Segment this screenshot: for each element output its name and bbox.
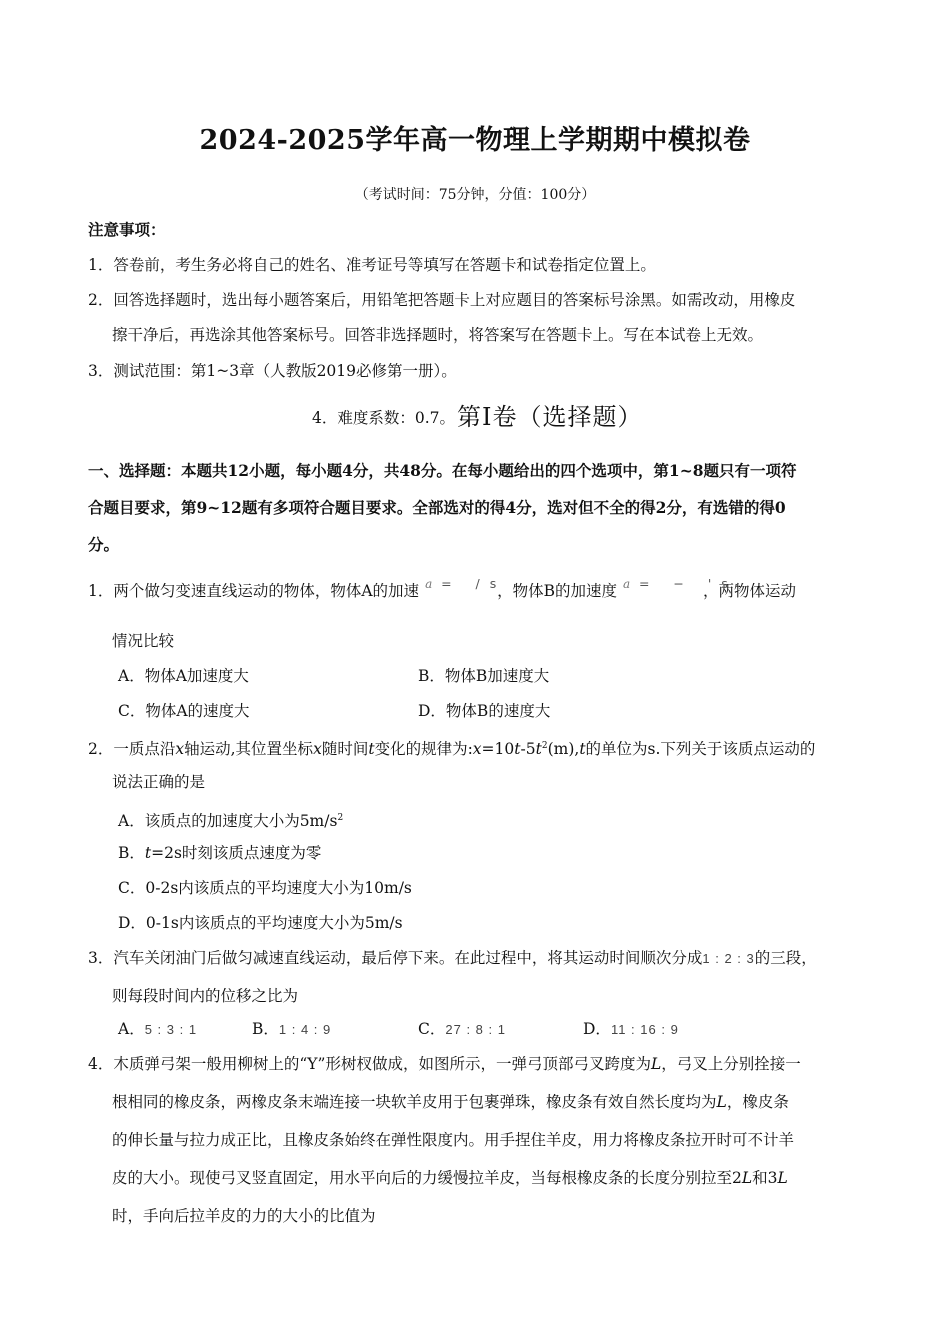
q3-stem-cont: 则每段时间内的位移之比为 bbox=[112, 987, 299, 1005]
q4-stem-line2: 根相同的橡皮条，两橡皮条末端连接一块软羊皮用于包裹弹珠，橡皮条有效自然长度均为L，橡皮条 bbox=[112, 1093, 789, 1111]
note-item-2: 2．回答选择题时，选出每小题答案后，用铅笔把答题卡上对应题目的答案标号涂黑。如需改动，用橡皮 bbox=[88, 291, 796, 309]
q3-option-c: C．27 : 8 : 1 bbox=[418, 1020, 506, 1038]
q2-stem-cont: 说法正确的是 bbox=[112, 773, 206, 791]
q3-ratio: 1 : 2 : 3 bbox=[702, 951, 755, 966]
q2-option-a: A．该质点的加速度大小为$5m/s^2$ bbox=[118, 812, 344, 831]
q4-stem-line3: 的伸长量与拉力成正比，且橡皮条始终在弹性限度内。用手捏住羊皮，用力将橡皮条拉开时可不计羊 bbox=[112, 1131, 795, 1149]
q2-stem: 2．一质点沿x轴运动,其位置坐标x随时间t变化的规律为$:x=10t-5t^2(m),t$的单位为s.下列关于该质点运动的 bbox=[88, 740, 816, 759]
exam-info: （考试时间：75分钟，分值：100分） bbox=[354, 187, 596, 203]
note-item-4: 4．难度系数：0.7。 bbox=[312, 409, 456, 427]
note-item-2-cont: 擦干净后，再选涂其他答案标号。回答非选择题时，将答案写在答题卡上。写在本试卷上无效。 bbox=[112, 326, 764, 344]
q4-stem-line4: 皮的大小。现使弓叉竖直固定，用水平向后的力缓慢拉羊皮，当每根橡皮条的长度分别拉至2L和3L bbox=[112, 1169, 788, 1187]
section-instructions-2: 合题目要求，第9~12题有多项符合题目要求。全部选对的得4分，选对但不全的得2分，有选错的得0 bbox=[88, 498, 786, 517]
q2-option-b: B．t=2s时刻该质点速度为零 bbox=[118, 844, 322, 862]
q3-option-d: D．11 : 16 : 9 bbox=[583, 1020, 679, 1038]
note-item-3: 3．测试范围：第1~3章（人教版2019必修第一册）。 bbox=[88, 362, 457, 380]
q1-option-a: A．物体A加速度大 bbox=[118, 667, 249, 685]
q1-formula-a: a = /s bbox=[425, 576, 507, 591]
page-title: 2024-2025学年高一物理上学期期中模拟卷 bbox=[199, 125, 751, 156]
section-title: 第Ⅰ卷（选择题） bbox=[457, 403, 643, 431]
q2-option-d: D．0-1s内该质点的平均速度大小为5m/s bbox=[118, 914, 403, 932]
q3-option-b: B．1 : 4 : 9 bbox=[252, 1020, 332, 1038]
notes-heading: 注意事项： bbox=[88, 220, 166, 239]
q1-option-d: D．物体B的速度大 bbox=[418, 702, 551, 720]
note-item-1: 1．答卷前，考生务必将自己的姓名、准考证号等填写在答题卡和试卷指定位置上。 bbox=[88, 256, 656, 274]
q4-stem: 4．木质弹弓架一般用柳树上的“Y”形树杈做成，如图所示，一弹弓顶部弓叉跨度为L，弓叉上分别拴接一 bbox=[88, 1055, 801, 1073]
section-instructions-1: 一、选择题：本题共12小题，每小题4分，共48分。在每小题给出的四个选项中，第1~8题只有一项符 bbox=[88, 461, 797, 480]
section-instructions-3: 分。 bbox=[88, 535, 120, 554]
q4-stem-line5: 时，手向后拉羊皮的力的大小的比值为 bbox=[112, 1207, 376, 1225]
q1-stem: 1．两个做匀变速直线运动的物体，物体A的加速 a = /s ，物体B的加速度 a = − 's ，两物体运动 bbox=[88, 576, 796, 600]
q1-option-b: B．物体B加速度大 bbox=[418, 667, 550, 685]
q1-stem-cont: 情况比较 bbox=[112, 632, 175, 650]
note-item-4-line bbox=[312, 405, 643, 430]
q3-option-a: A．5 : 3 : 1 bbox=[118, 1020, 198, 1038]
q3-stem: 3．汽车关闭油门后做匀减速直线运动，最后停下来。在此过程中，将其运动时间顺次分成1 : 2 : 3的三段， bbox=[88, 949, 817, 967]
q1-formula-b: a = − 's bbox=[622, 576, 738, 591]
q1-option-c: C．物体A的速度大 bbox=[118, 702, 250, 720]
q2-option-c: C．0-2s内该质点的平均速度大小为10m/s bbox=[118, 879, 412, 897]
